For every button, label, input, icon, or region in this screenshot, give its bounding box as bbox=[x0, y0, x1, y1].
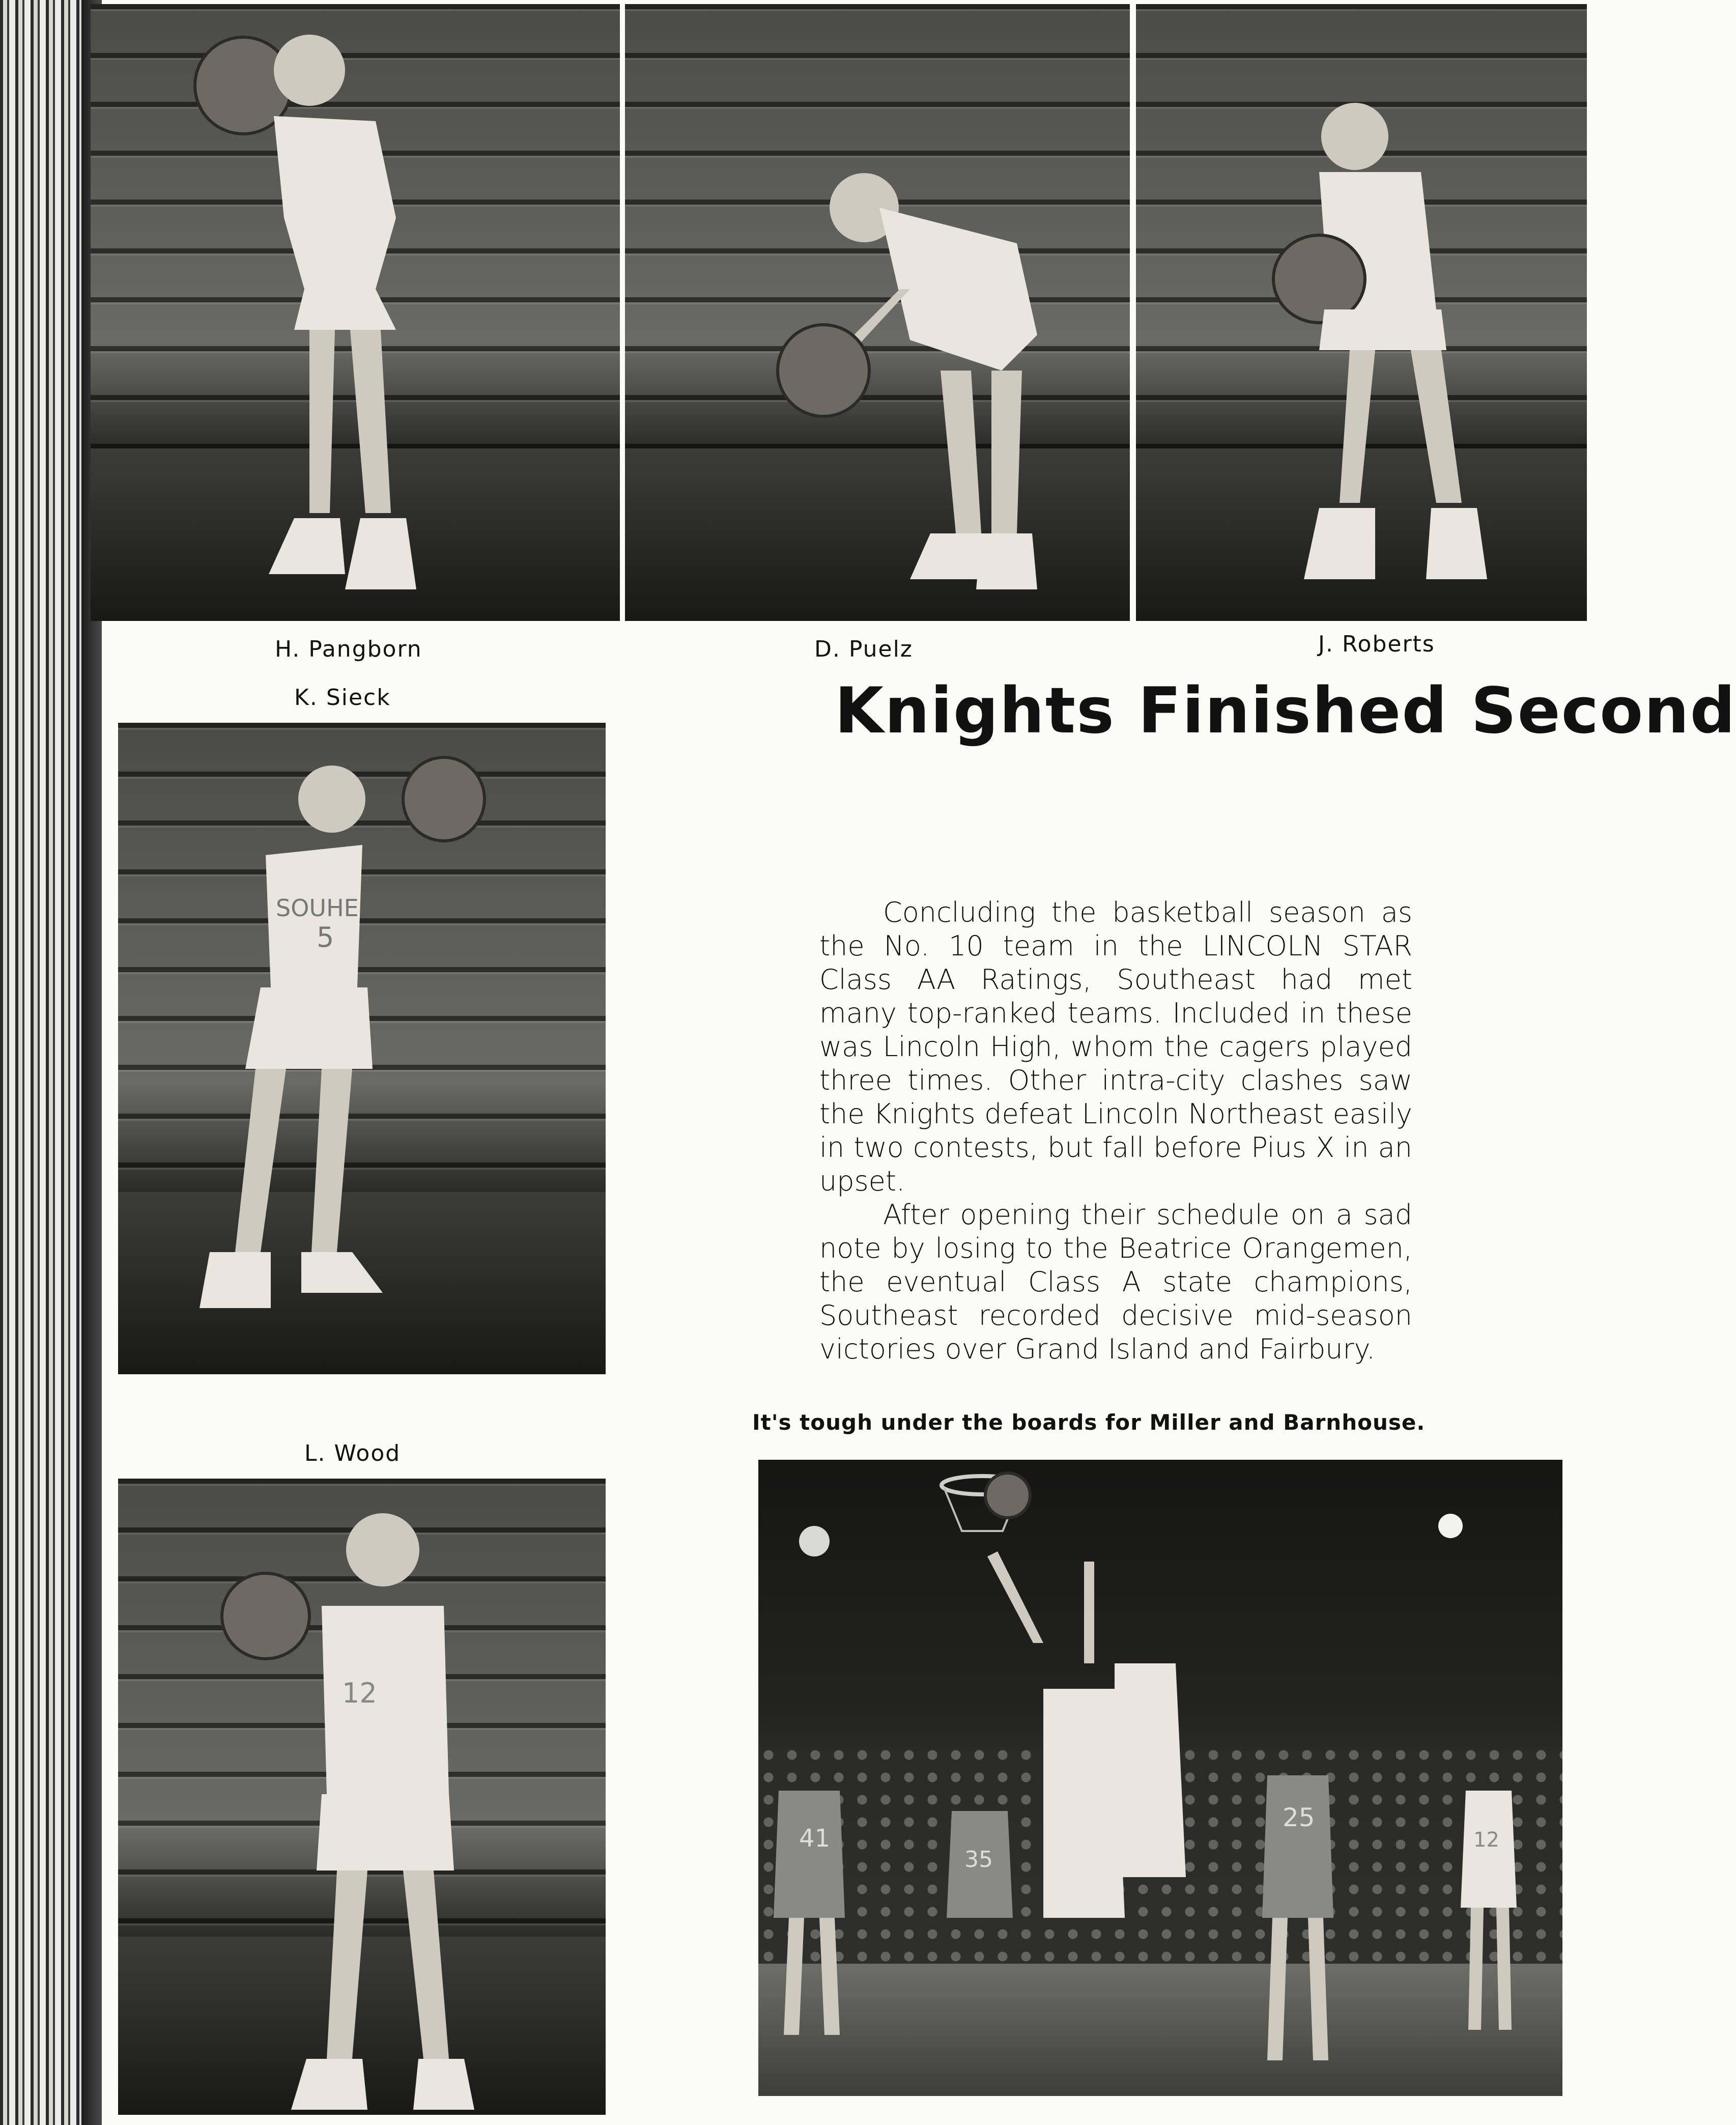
player-figure-roberts bbox=[1136, 4, 1587, 621]
gym-light-icon bbox=[799, 1526, 830, 1556]
article-body bbox=[819, 896, 1412, 1366]
jersey-number: 25 bbox=[1283, 1803, 1315, 1832]
photo-roberts bbox=[1136, 4, 1587, 621]
jersey-number: 5 bbox=[317, 921, 334, 953]
caption-wood: L. Wood bbox=[304, 1440, 401, 1466]
jersey-number: 12 bbox=[1473, 1828, 1499, 1852]
caption-pangborn: H. Pangborn bbox=[275, 636, 422, 662]
article-paragraph: After opening their schedule on a sad note by losing to the Beatrice Orangemen, the eventual Class A state champions, Southeast recorded decisive mid-season victories over Grand Island and Fairbury. bbox=[819, 1199, 1412, 1365]
gym-light-icon bbox=[1438, 1514, 1463, 1538]
game-action-scene bbox=[758, 1460, 1562, 2096]
article-headline: Knights Finished Second bbox=[835, 674, 1736, 748]
jersey-number: 12 bbox=[342, 1677, 377, 1709]
article-paragraph: Concluding the basketball season as the No. 10 team in the LINCOLN STAR Class AA Ratings, Southeast had met many top-ranked teams. Included in these was Lincoln High, whom the cagers played three times. Other intra-city clashes saw the Knights defeat Lincoln Northeast easily in two contests, but fall before Pius X in an upset. bbox=[819, 896, 1412, 1197]
action-photo-caption: It's tough under the boards for Miller and Barnhouse. bbox=[752, 1410, 1426, 1435]
photo-wood bbox=[118, 1479, 606, 2115]
photo-puelz bbox=[625, 4, 1130, 621]
caption-sieck: K. Sieck bbox=[294, 685, 391, 711]
player-figure-puelz bbox=[625, 4, 1130, 621]
player-figure-pangborn bbox=[91, 4, 620, 621]
photo-sieck bbox=[118, 723, 606, 1374]
caption-puelz: D. Puelz bbox=[814, 636, 913, 662]
page-binding-edge bbox=[0, 0, 102, 2125]
player-figure-sieck bbox=[118, 723, 606, 1374]
photo-game-action bbox=[758, 1460, 1562, 2096]
photo-pangborn bbox=[91, 4, 620, 621]
player-figure-wood bbox=[118, 1479, 606, 2115]
jersey-number: 41 bbox=[799, 1824, 831, 1853]
caption-roberts: J. Roberts bbox=[1318, 631, 1435, 657]
jersey-number: 35 bbox=[964, 1847, 993, 1873]
basketball-icon bbox=[985, 1473, 1030, 1518]
jersey-lettering: SOUHE bbox=[276, 894, 359, 922]
